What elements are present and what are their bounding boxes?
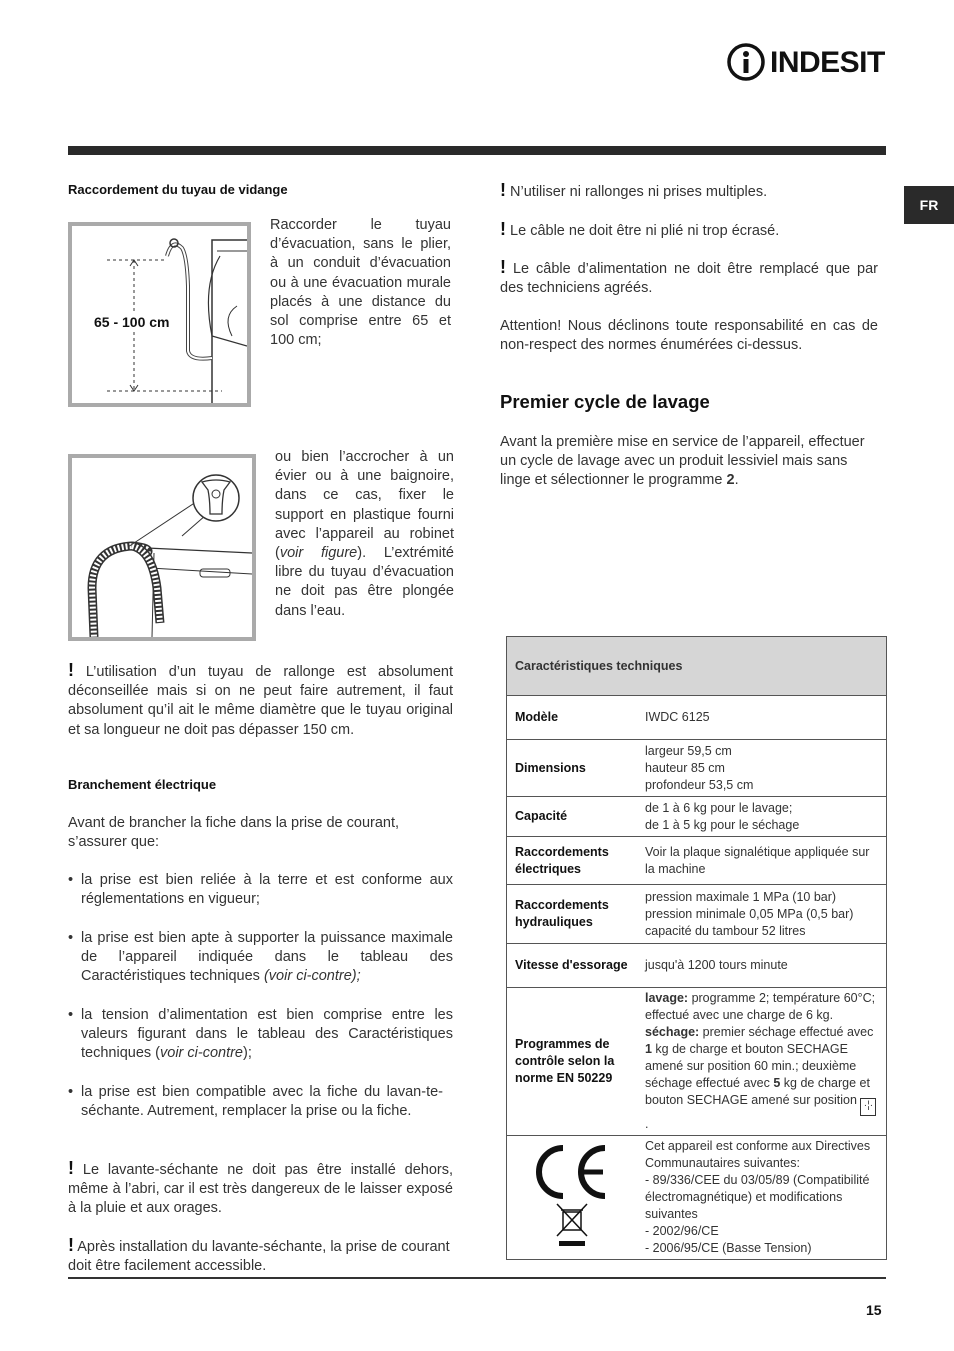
warning-mark: ! xyxy=(500,219,506,239)
drain-height-figure xyxy=(68,222,251,407)
first-cycle-title: Premier cycle de lavage xyxy=(500,391,710,412)
electrical-title: Branchement électrique xyxy=(68,777,217,792)
page-number: 15 xyxy=(866,1302,882,1318)
spin-speed-label: Vitesse d'essorage xyxy=(507,944,638,988)
dimensions-value: largeur 59,5 cm hauteur 85 cm profondeur 53,5 cm xyxy=(637,740,887,797)
bullet-power: • la prise est bien apte à supporter la puissance maximale de l’appareil indiquée dans le tableau des Caractéristiques techniques (voir ci-contre); xyxy=(68,930,453,985)
electrical-intro: Avant de brancher la fiche dans la prise de courant, s’assurer que: xyxy=(68,815,400,851)
table-row xyxy=(507,837,887,885)
warning-mark: ! xyxy=(500,257,506,277)
model-value: IWDC 6125 xyxy=(637,696,887,740)
bullet-voltage: • la tension d’alimentation est bien comprise entre les valeurs figurant dans le tableau des Caractéristiques techniques (voir ci-contre); xyxy=(68,1007,453,1062)
table-row xyxy=(507,696,887,740)
table-row xyxy=(507,944,887,988)
table-row xyxy=(507,988,887,1136)
test-programs-value: lavage: programme 2; température 60°C; effectué avec une charge de 6 kg. séchage: premier séchage effectué avec 1 kg de charge et bouton SECHAGE amené sur position 60 min.; deuxième séchage effectué avec 5 kg de charge et bouton SECHAGE amené sur position ·¦· . xyxy=(637,988,887,1136)
test-programs-label: Programmes de contrôle selon la norme EN 50229 xyxy=(507,988,638,1136)
capacity-label: Capacité xyxy=(507,797,638,837)
hydraulic-label: Raccordements hydrauliques xyxy=(507,885,638,944)
first-cycle-text: Avant la première mise en service de l’appareil, effectuer un cycle de lavage avec un produit lessiviel mais sans linge et sélectionner le programme 2. xyxy=(500,434,865,489)
electrical-value: Voir la plaque signalétique appliquée sur la machine xyxy=(637,837,887,885)
indesit-logo-icon xyxy=(726,42,766,82)
dimensions-label: Dimensions xyxy=(507,740,638,797)
footer-line xyxy=(68,1277,886,1279)
warning-mark: ! xyxy=(68,660,74,680)
spin-speed-value: jusqu'à 1200 tours minute xyxy=(637,944,887,988)
ce-mark-icon xyxy=(533,1140,613,1250)
dry-position-icon: ·¦· xyxy=(860,1098,876,1116)
ce-conformity-text: Cet appareil est conforme aux Directives Communautaires suivantes: - 89/336/CEE du 03/05/89 (Compatibilité électromagnétique) et modifications suivantes - 2002/96/CE - 2006/95/CE (Basse Tension) xyxy=(637,1136,887,1260)
electrical-label: Raccordements électriques xyxy=(507,837,638,885)
drain-text-2: ou bien l’accrocher à un évier ou à une baignoire, dans ce cas, fixer le support en plastique fourni avec l’appareil au robinet (voir figure). L’extrémité libre du tuyau d’évacuation ne doit pas être plongée dans l’eau. xyxy=(275,449,454,619)
spec-table xyxy=(506,636,887,1260)
ce-marking-cell xyxy=(507,1136,638,1260)
warning-mark: ! xyxy=(68,1158,74,1178)
capacity-value: de 1 à 6 kg pour le lavage; de 1 à 5 kg pour le séchage xyxy=(637,797,887,837)
header-bar xyxy=(68,146,886,155)
attention-text: Attention! Nous déclinons toute responsabilité en cas de non-respect des normes énumérées ci-dessus. xyxy=(500,318,878,354)
weee-bin-icon xyxy=(557,1204,587,1246)
table-row xyxy=(507,1136,887,1260)
warning-cable-bend: ! Le câble ne doit être ni plié ni trop écrasé. xyxy=(500,219,780,239)
bullet-plug: • la prise est bien compatible avec la fiche du lavan-te-séchante. Autrement, remplacer la prise ou la fiche. xyxy=(68,1084,443,1120)
drain-title: Raccordement du tuyau de vidange xyxy=(68,182,288,197)
table-row xyxy=(507,885,887,944)
warning-extension-cords: ! N’utiliser ni rallonges ni prises multiples. xyxy=(500,180,768,200)
warning-mark: ! xyxy=(500,180,506,200)
hose-hook-sink-icon xyxy=(72,458,252,637)
table-row xyxy=(507,740,887,797)
height-range-label: 65 - 100 cm xyxy=(94,314,170,330)
model-label: Modèle xyxy=(507,696,638,740)
access-warning: ! Après installation du lavante-séchante, la prise de courant doit être facilement accessible. xyxy=(68,1235,450,1275)
language-tab: FR xyxy=(904,186,954,224)
extension-warning: ! L’utilisation d’un tuyau de rallonge est absolument déconseillée mais si on ne peut faire autrement, il faut absolument qu’il ait le même diamètre que le tuyau original et sa longueur ne doit pas dépasser 150 cm. xyxy=(68,660,453,738)
hydraulic-value: pression maximale 1 MPa (10 bar) pression minimale 0,05 MPa (0,5 bar) capacité du tambour 52 litres xyxy=(637,885,887,944)
sink-hook-figure xyxy=(68,454,256,641)
spec-title: Caractéristiques techniques xyxy=(507,637,887,696)
bullet-earth: • la prise est bien reliée à la terre et est conforme aux réglementations en vigueur; xyxy=(68,872,453,908)
table-row xyxy=(507,797,887,837)
warning-mark: ! xyxy=(68,1235,74,1255)
warning-cable-replace: ! Le câble d’alimentation ne doit être remplacé que par des techniciens agréés. xyxy=(500,257,879,297)
drain-text-1: Raccorder le tuyau d’évacuation, sans le plier, à un conduit d’évacuation ou à une évacuation murale placés à une distance du sol comprise entre 65 et 100 cm; xyxy=(270,217,451,349)
outdoor-warning: ! Le lavante-séchante ne doit pas être installé dehors, même à l’abri, car il est très dangereux de le laisser exposé à la pluie et aux orages. xyxy=(68,1158,453,1217)
indesit-logo xyxy=(726,42,888,82)
brand-name: INDESIT xyxy=(770,46,885,79)
